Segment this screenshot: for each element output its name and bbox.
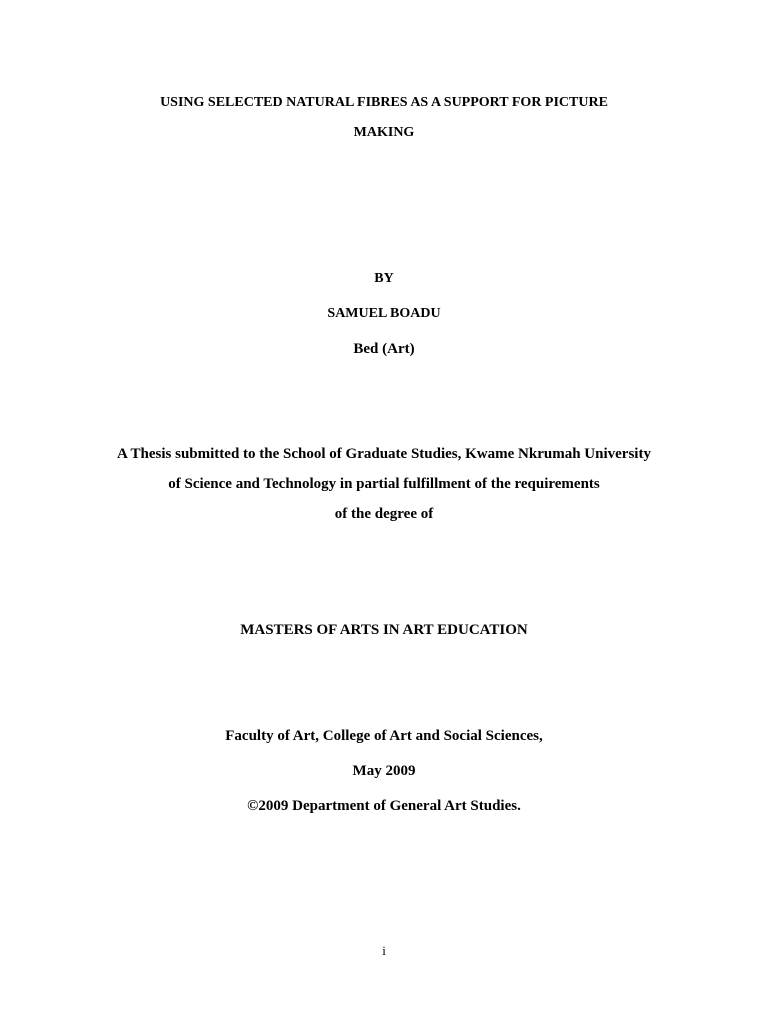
submission-line-2: of Science and Technology in partial fulfillment of the requirements — [168, 476, 600, 492]
copyright-line: ©2009 Department of General Art Studies. — [247, 798, 521, 814]
date-line: May 2009 — [352, 763, 416, 779]
title-line-2: MAKING — [353, 125, 415, 140]
faculty-line: Faculty of Art, College of Art and Social Sciences, — [225, 728, 543, 744]
submission-line-1: A Thesis submitted to the School of Graduate Studies, Kwame Nkrumah University — [117, 446, 651, 462]
page-number: i — [382, 943, 386, 958]
degree-name: MASTERS OF ARTS IN ART EDUCATION — [240, 622, 528, 638]
submission-line-3: of the degree of — [334, 506, 434, 522]
author-credential: Bed (Art) — [353, 341, 415, 357]
title-line-1: USING SELECTED NATURAL FIBRES AS A SUPPORT FOR PICTURE — [160, 95, 608, 110]
by-label: BY — [374, 271, 394, 286]
author-name: SAMUEL BOADU — [327, 306, 441, 321]
